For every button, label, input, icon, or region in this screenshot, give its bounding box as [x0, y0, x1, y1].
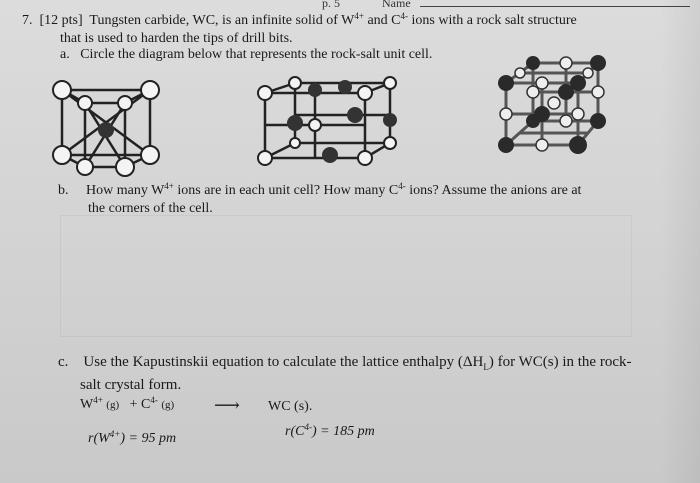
question-points: [12 pts] [39, 13, 83, 28]
unit-cell-diagram-2[interactable] [250, 75, 410, 175]
question-line-2: that is used to harden the tips of drill bits. [60, 31, 293, 46]
page-number: p. 5 [322, 0, 340, 10]
unit-cell-diagram-1[interactable] [40, 75, 180, 180]
page-shadow [660, 0, 700, 483]
question-line-1: 7. [12 pts] Tungsten carbide, WC, is an infinite solid of $W^{4+}$ and $C^{4-}$ ions with a rock salt structure [22, 11, 577, 28]
radius-w: $r(W^{4+}) = 95$ pm [88, 429, 177, 446]
radius-c: $r(C^{4-}) = 185$ pm [285, 422, 375, 439]
unit-cell-diagram-3[interactable] [488, 55, 618, 165]
part-c-line-1: c. Use the Kapustinskii equation to calculate the lattice enthalpy $(\Delta H_L)$ for WC(s) in the rock- [58, 354, 632, 372]
reaction-equation: $W^{4+}$ (g) + $C^{4-}$ (g) [80, 395, 175, 412]
name-underline [420, 6, 690, 7]
question-number: 7. [22, 13, 33, 28]
part-c-line-2: salt crystal form. [80, 377, 182, 393]
part-b-line-1: b. How many $W^{4+}$ ions are in each unit cell? How many $C^{4-}$ ions? Assume the anions are at [58, 181, 582, 198]
part-b-line-2: the corners of the cell. [88, 201, 213, 216]
reaction-arrow: ⟶ [214, 395, 240, 415]
faint-bleed-through [60, 215, 632, 337]
reaction-product: WC (s). [268, 399, 313, 414]
name-label: Name [382, 0, 411, 10]
part-a: a. Circle the diagram below that represents the rock-salt unit cell. [60, 47, 433, 62]
